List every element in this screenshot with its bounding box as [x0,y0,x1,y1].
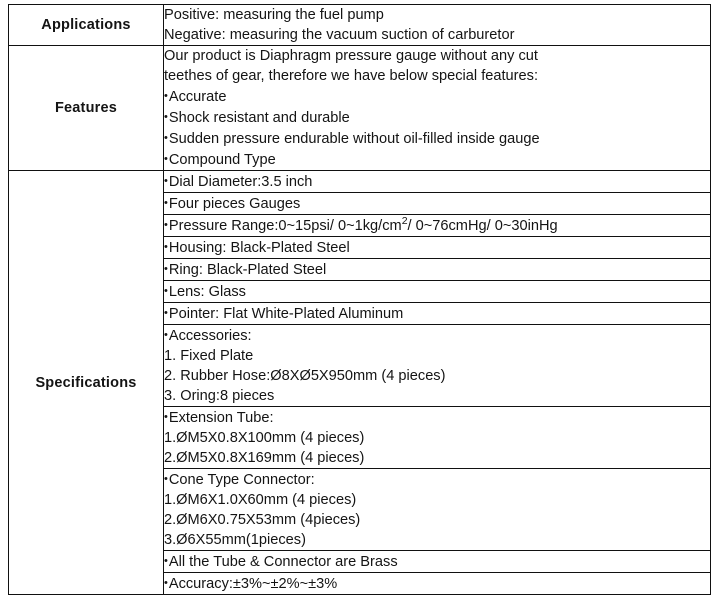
row-value-features [164,46,711,171]
spec-extension-tube-item-2: 2.ØM5X0.8X169mm (4 pieces) [164,450,365,466]
applications-line-negative: Negative: measuring the vacuum suction of carburetor [164,27,515,43]
specification-sheet [8,4,710,595]
spec-cone-connector-item-1: 1.ØM6X1.0X60mm (4 pieces) [164,492,357,508]
spec-pointer-text: • Pointer: Flat White-Plated Aluminum [164,303,710,324]
table-row-spec-dial-diameter [9,171,711,193]
spec-brass-material [164,551,711,573]
spec-accessories [164,325,711,407]
spec-accuracy [164,573,711,595]
spec-pointer [164,303,711,325]
table-row-features [9,46,711,171]
spec-ring [164,259,711,281]
spec-pressure-range-tail: / 0~76cmHg/ 0~30inHg [407,218,558,234]
spec-extension-tube [164,407,711,469]
spec-pressure-range-text [164,215,710,236]
features-intro-line-1: Our product is Diaphragm pressure gauge without any cut [164,48,538,64]
spec-cone-connector-item-3: 3.Ø6X55mm(1pieces) [164,532,306,548]
spec-lens-text: • Lens: Glass [164,281,710,302]
spec-accessories-item-3: 3. Oring:8 pieces [164,388,275,404]
spec-extension-tube-item-1: 1.ØM5X0.8X100mm (4 pieces) [164,430,365,446]
spec-gauges-count [164,193,711,215]
spec-accessories-heading: • Accessories: [164,325,710,346]
spec-dial-diameter [164,171,711,193]
spec-accuracy-text: • Accuracy:±3%~±2%~±3% [164,573,710,594]
specification-table [8,4,711,595]
spec-pressure-range [164,215,711,237]
row-value-applications [164,5,711,46]
spec-extension-tube-heading: • Extension Tube: [164,407,710,428]
features-bullet-shock-resistant: • Shock resistant and durable [164,107,710,128]
spec-dial-diameter-text: • Dial Diameter:3.5 inch [164,171,710,192]
spec-cone-connector-item-2: 2.ØM6X0.75X53mm (4pieces) [164,512,361,528]
spec-pressure-range-head: Pressure Range:0~15psi/ 0~1kg/cm [168,218,402,234]
features-bullet-sudden-pressure: • Sudden pressure endurable without oil-filled inside gauge [164,128,710,149]
spec-housing [164,237,711,259]
table-row-applications [9,5,711,46]
spec-cone-type-connector [164,469,711,551]
spec-accessories-item-2: 2. Rubber Hose:Ø8XØ5X950mm (4 pieces) [164,368,446,384]
row-label-features: Features [9,46,164,171]
spec-lens [164,281,711,303]
row-label-applications: Applications [9,5,164,46]
applications-line-positive: Positive: measuring the fuel pump [164,7,384,23]
spec-brass-material-text: • All the Tube & Connector are Brass [164,551,710,572]
spec-accessories-item-1: 1. Fixed Plate [164,348,254,364]
spec-pressure-range-superscript: 2 [401,215,408,228]
features-bullet-accurate: • Accurate [164,86,710,107]
row-label-specifications: Specifications [9,171,164,595]
features-bullet-compound-type: • Compound Type [164,149,710,170]
spec-gauges-count-text: • Four pieces Gauges [164,193,710,214]
features-intro-line-2: teethes of gear, therefore we have below special features: [164,68,538,84]
spec-cone-connector-heading: • Cone Type Connector: [164,469,710,490]
spec-ring-text: • Ring: Black-Plated Steel [164,259,710,280]
spec-housing-text: • Housing: Black-Plated Steel [164,237,710,258]
